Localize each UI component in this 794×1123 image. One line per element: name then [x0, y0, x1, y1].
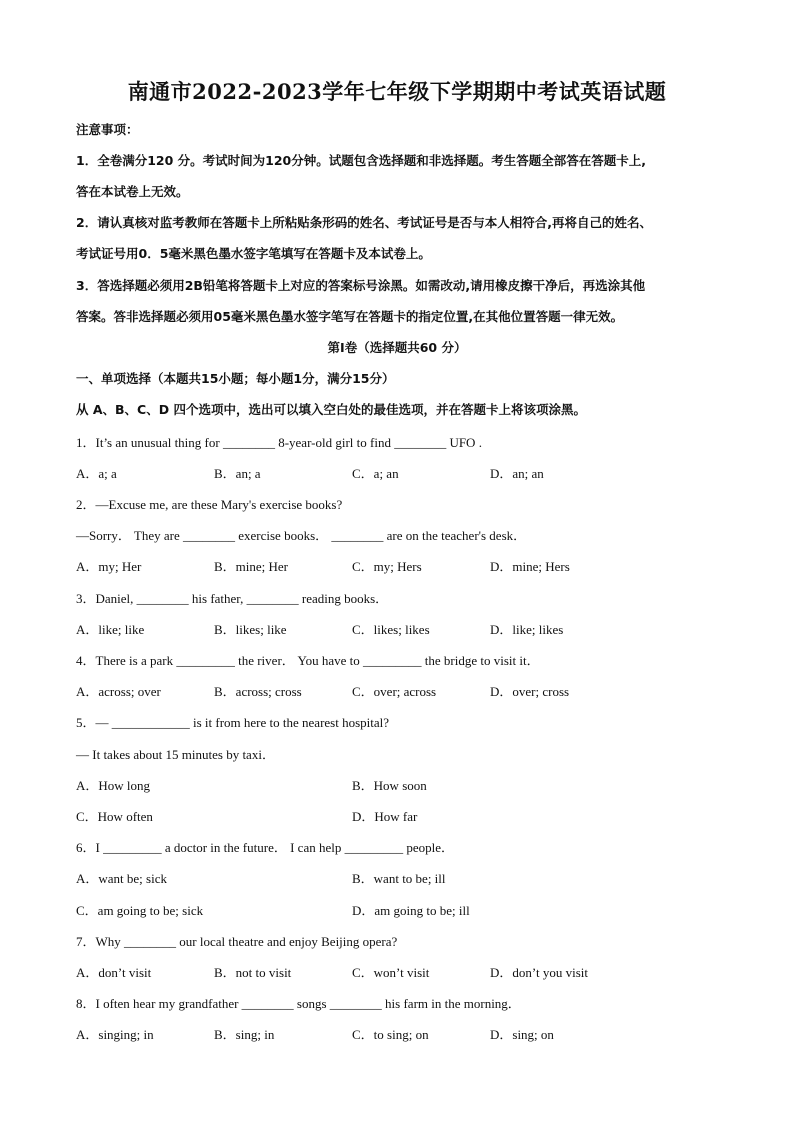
option-2a: A．my; Her: [76, 559, 142, 574]
option-5d: D．How far: [352, 809, 418, 824]
option-8d: D．sing; on: [490, 1027, 554, 1042]
notice-item-1-cont: 答在本试卷上无效。: [76, 184, 189, 199]
option-7c: C．won’t visit: [352, 965, 430, 980]
option-2d: D．mine; Hers: [490, 559, 570, 574]
option-2c: C．my; Hers: [352, 559, 422, 574]
page-title: 南通市2022-2023学年七年级下学期期中考试英语试题: [127, 79, 667, 104]
question-7: 7．Why ________ our local theatre and enjoy Beijing opera?: [76, 934, 398, 949]
option-3c: C．likes; likes: [352, 622, 430, 637]
option-2b: B．mine; Her: [214, 559, 289, 574]
option-3a: A．like; like: [76, 622, 145, 637]
option-5b: B．How soon: [352, 778, 427, 793]
question-6: 6．I _________ a doctor in the future． I can help _________ people．: [76, 840, 454, 855]
volume-heading: 第I卷（选择题共60 分）: [327, 340, 467, 355]
option-7b: B．not to visit: [214, 965, 292, 980]
option-7a: A．don’t visit: [76, 965, 152, 980]
option-6b: B．want to be; ill: [352, 871, 446, 886]
option-4d: D．over; cross: [490, 684, 570, 699]
question-1: 1．It’s an unusual thing for ________ 8-year-old girl to find ________ UFO .: [76, 435, 482, 450]
question-2-reply: —Sorry． They are ________ exercise books． ________ are on the teacher's desk．: [76, 528, 527, 543]
notice-item-1: 1．全卷满分120 分。考试时间为120分钟。试题包含选择题和非选择题。考生答题全部答在答题卡上,: [76, 153, 646, 168]
option-8b: B．sing; in: [214, 1027, 275, 1042]
question-5: 5．— ____________ is it from here to the nearest hospital?: [76, 715, 390, 730]
option-4c: C．over; across: [352, 684, 437, 699]
question-5-reply: — It takes about 15 minutes by taxi．: [76, 747, 275, 762]
option-5c: C．How often: [76, 809, 153, 824]
question-2: 2．—Excuse me, are these Mary's exercise books?: [76, 497, 343, 512]
option-4a: A．across; over: [76, 684, 161, 699]
question-4: 4．There is a park _________ the river． You have to _________ the bridge to visit it．: [76, 653, 540, 668]
option-3b: B．likes; like: [214, 622, 287, 637]
notice-item-2: 2．请认真核对监考教师在答题卡上所粘贴条形码的姓名、考试证号是否与本人相符合,再将自己的姓名、: [76, 215, 652, 230]
section-instruction: 从 A、B、C、D 四个选项中，选出可以填入空白处的最佳选项，并在答题卡上将该项涂黑。: [76, 402, 586, 417]
notice-item-2-cont: 考试证号用0．5毫米黑色墨水签字笔填写在答题卡及本试卷上。: [76, 246, 431, 261]
option-1b: B．an; a: [214, 466, 261, 481]
option-4b: B．across; cross: [214, 684, 302, 699]
option-3d: D．like; likes: [490, 622, 564, 637]
option-7d: D．don’t you visit: [490, 965, 588, 980]
option-6a: A．want be; sick: [76, 871, 167, 886]
notice-item-3: 3．答选择题必须用2B铅笔将答题卡上对应的答案标号涂黑。如需改动,请用橡皮擦干净后，再选涂其他: [76, 278, 646, 293]
question-3: 3．Daniel, ________ his father, ________ reading books．: [76, 591, 389, 606]
option-8a: A．singing; in: [76, 1027, 154, 1042]
option-1c: C．a; an: [352, 466, 399, 481]
notice-item-3-cont: 答案。答非选择题必须用05毫米黑色墨水签字笔写在答题卡的指定位置,在其他位置答题一律无效。: [76, 309, 624, 324]
question-8: 8．I often hear my grandfather ________ songs ________ his farm in the morning．: [76, 996, 521, 1011]
option-5a: A．How long: [76, 778, 151, 793]
option-6d: D．am going to be; ill: [352, 903, 470, 918]
notice-heading: 注意事项：: [76, 122, 139, 137]
option-8c: C．to sing; on: [352, 1027, 429, 1042]
option-6c: C．am going to be; sick: [76, 903, 204, 918]
option-1a: A．a; a: [76, 466, 117, 481]
section-heading: 一、单项选择（本题共15小题；每小题1分，满分15分）: [76, 371, 395, 386]
option-1d: D．an; an: [490, 466, 544, 481]
